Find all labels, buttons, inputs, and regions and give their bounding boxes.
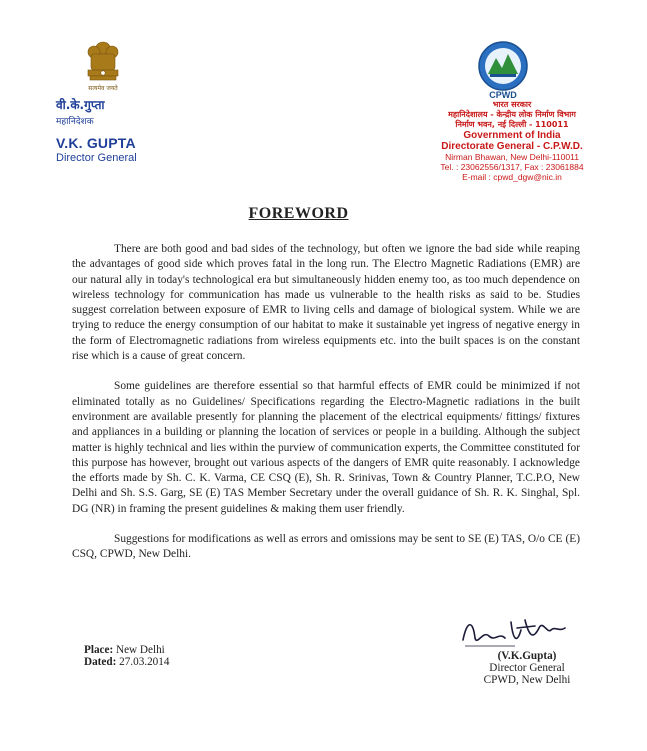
- officer-english-name: V.K. GUPTA: [56, 135, 136, 151]
- signature-image: [455, 610, 575, 654]
- document-title: FOREWORD: [248, 205, 349, 222]
- cpwd-logo-text: CPWD: [489, 90, 517, 100]
- officer-hindi-name: वी.के.गुप्ता: [56, 98, 105, 112]
- header-hindi-line1: भारत सरकार: [492, 100, 532, 109]
- header-directorate: Directorate General - C.P.W.D.: [441, 141, 583, 152]
- officer-header: [56, 96, 186, 164]
- dated-value: 27.03.2014: [119, 656, 170, 668]
- dated-label: Dated:: [84, 656, 117, 668]
- header-phone-fax: Tel. : 23062556/1317, Fax : 23061884: [440, 162, 584, 172]
- header-hindi-line2: महानिदेशालय - केन्द्रीय लोक निर्माण विभाग: [448, 110, 576, 119]
- emblem-caption: सत्यमेव जयते: [88, 85, 118, 92]
- header-government: Government of India: [463, 130, 561, 141]
- header-address: Nirman Bhawan, New Delhi-110011: [445, 152, 579, 162]
- paragraph-2: Some guidelines are therefore essential so that harmful effects of EMR could be minimized if not eliminated totally as no Guidelines/ Specifications regarding the Electro-Magnetic radiations in the built environment are available presently for planning the placement of the electrical equipments/ fittings/ fixtures and appliances in a building or planning the location of services or people in a building. Although the subject matter is highly technical and lies within the purview of communication experts, the Committee constituted for this purpose has however, brought out various aspects of the dangers of EMR quite reasonably. I acknowledge the efforts made by Sh. C. K. Varma, CE CSQ (E), Sh. R. Srinivas, Town & Country Planner, T.C.P.O, New Delhi and Sh. S.S. Garg, SE (E) TAS Member Secretary under the overall guidance of Sh. R. K. Singhal, Spl. DG (NR) in framing the present guidelines & making them user friendly.: [72, 380, 580, 515]
- paragraph-1: There are both good and bad sides of the technology, but often we ignore the bad side while reaping the advantages of good side which proves fatal in the long run. The Electro Magnetic Radiations (EMR) are our natural ally in today's technological era but simultaneously hidden enemy too, as too much dependence on wireless technology for communication has made us vulnerable to the health risks as said to be. Studies suggest correlation between exposure of EMR to living cells and damage of biological system. While we are trying to reduce the energy consumption of our habitat to make it sustainable yet ingress of negative energy in the form of Electromagnetic radiations from wireless equipments etc. into the built spaces is on the constant rise which is a cause of great concern.: [72, 243, 580, 363]
- place-value: New Delhi: [116, 644, 165, 656]
- officer-english-designation: Director General: [56, 152, 137, 164]
- national-emblem-icon: [78, 38, 128, 94]
- place-label: Place:: [84, 644, 114, 656]
- signatory-organisation: CPWD, New Delhi: [483, 674, 571, 686]
- paragraph-3: Suggestions for modifications as well as errors and omissions may be sent to SE (E) TAS, O/o CE (E) CSQ, CPWD, New Delhi.: [72, 533, 580, 561]
- header-email: E-mail : cpwd_dgw@nic.in: [462, 172, 562, 182]
- signatory-block: [462, 650, 592, 686]
- signatory-designation: Director General: [489, 662, 565, 674]
- foreword-body: [72, 242, 580, 578]
- place-date-block: [84, 644, 169, 668]
- department-header: [412, 100, 612, 182]
- officer-hindi-designation: महानिदेशक: [56, 117, 94, 127]
- signatory-name: (V.K.Gupta): [497, 650, 557, 662]
- header-hindi-line3: निर्माण भवन, नई दिल्ली - 110011: [455, 120, 569, 129]
- cpwd-logo: [470, 38, 536, 100]
